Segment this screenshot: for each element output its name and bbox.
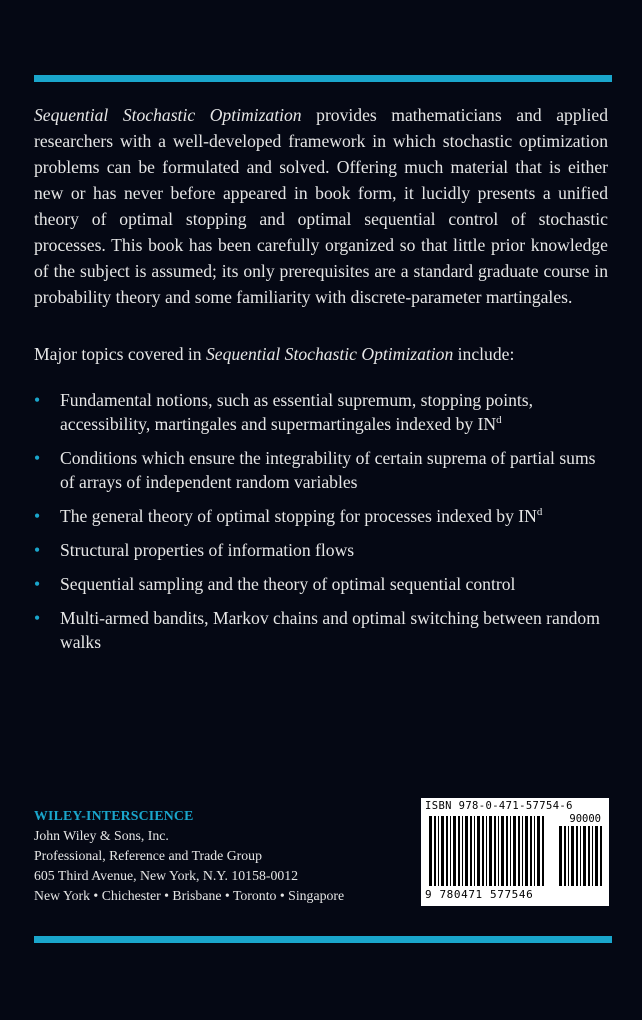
list-item [34,504,608,528]
intro-paragraph [34,102,608,310]
intro-book-title: Sequential Stochastic Optimization [34,105,302,125]
topics-lead [34,341,608,367]
topics-list [34,388,608,664]
topic-text: Sequential sampling and the theory of optimal sequential control [60,574,516,594]
publisher-cities: New York • Chichester • Brisbane • Toronto • Singapore [34,888,345,903]
topics-lead-before: Major topics covered in [34,344,206,364]
topic-text: The general theory of optimal stopping for processes indexed by IN [60,506,537,526]
list-item [34,388,608,436]
topic-superscript: d [496,414,502,427]
topics-lead-after: include: [453,344,515,364]
intro-text: provides mathematicians and applied researchers with a well-developed framework in which stochastic optimization problems can be formulated and solved. Offering much material that is either new or has never before appeared in book form, it lucidly presents a unified theory of optimal stopping and optimal sequential control of stochastic processes. This book has been carefully organized so that little prior knowledge of the subject is assumed; its only prerequisites are a standard graduate course in probability theory and some familiarity with discrete-parameter martingales. [34,105,608,307]
top-accent-rule [34,75,612,82]
list-item [34,606,608,654]
list-item [34,538,608,562]
topic-text: Multi-armed bandits, Markov chains and optimal switching between random walks [60,608,600,652]
isbn-barcode [421,798,609,906]
bullet-icon: • [34,506,41,526]
bottom-accent-rule [34,936,612,943]
topics-lead-book-title: Sequential Stochastic Optimization [205,344,454,364]
barcode-addon-bars-icon [559,826,603,886]
publisher-block [34,806,344,906]
bullet-icon: • [34,448,41,468]
bullet-icon: • [34,390,41,410]
publisher-name: John Wiley & Sons, Inc. [34,828,169,843]
price-code: 90000 [569,813,601,825]
bullet-icon: • [34,608,41,628]
barcode-number: 9 780471 577546 [425,888,534,901]
list-item [34,446,608,494]
barcode-bars-icon [429,816,547,886]
bullet-icon: • [34,540,41,560]
topic-text: Fundamental notions, such as essential supremum, stopping points, accessibility, martingales and supermartingales indexed by IN [60,390,534,434]
topic-text: Conditions which ensure the integrability of certain suprema of partial sums of arrays of independent random variables [60,448,596,492]
publisher-imprint: WILEY-INTERSCIENCE [34,808,194,823]
isbn-text: ISBN 978-0-471-57754-6 [425,800,573,812]
topic-superscript: d [536,506,543,519]
publisher-group: Professional, Reference and Trade Group [34,848,262,863]
publisher-address: 605 Third Avenue, New York, N.Y. 10158-0012 [34,868,299,883]
bullet-icon: • [34,574,41,594]
topic-text: Structural properties of information flows [60,540,355,560]
list-item [34,572,608,596]
